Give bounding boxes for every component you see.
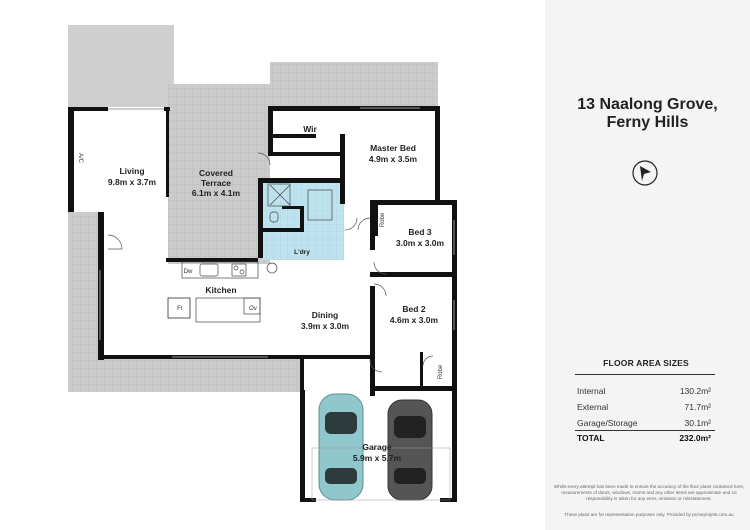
- row-value: 30.1m²: [684, 418, 711, 428]
- bed2-label: Bed 2: [402, 304, 426, 314]
- info-panel: [545, 0, 750, 530]
- floor-area-row-internal: [577, 386, 711, 396]
- bed3-label: Bed 3: [408, 227, 432, 237]
- robe1-label: Robe: [380, 212, 386, 228]
- row-value: 71.7m²: [684, 402, 711, 412]
- front-paving: [68, 355, 300, 392]
- kitchen-label: Kitchen: [205, 285, 237, 295]
- terrace-label-2: Terrace: [200, 178, 232, 188]
- bed3-size: 3.0m x 3.0m: [395, 238, 445, 248]
- living-size: 9.8m x 3.7m: [107, 177, 157, 187]
- master-bed-label: Master Bed: [370, 143, 416, 153]
- disclaimer-text-2: These plans are for representation purposes only. Provided by pcmeprojets.com.au: [564, 512, 734, 517]
- garage-label: Garage: [362, 442, 392, 452]
- floor-area-row-external: [577, 402, 711, 412]
- rear-deck: [270, 62, 438, 107]
- garage-car-right: [388, 400, 432, 500]
- wir-label: Wir: [303, 124, 317, 134]
- row-label: External: [577, 402, 609, 412]
- address-line-2: Ferny Hills: [606, 114, 689, 131]
- row-label: Garage/Storage: [577, 418, 638, 428]
- address-line-1: 13 Naalong Grove,: [577, 96, 718, 113]
- bed2-size: 4.6m x 3.0m: [389, 315, 439, 325]
- fr-label: Fr: [177, 306, 183, 312]
- laundry-label: L'dry: [294, 249, 310, 256]
- upper-grey-area: [68, 25, 174, 107]
- ac-label: A/C: [77, 152, 83, 164]
- row-label: Internal: [577, 386, 606, 396]
- row-label: TOTAL: [577, 433, 605, 443]
- garage-size: 5.9m x 5.7m: [352, 453, 402, 463]
- dining-label: Dining: [311, 310, 339, 320]
- terrace-label-1: Covered: [198, 168, 234, 178]
- floor-area-row-garage: [577, 418, 711, 428]
- living-label: Living: [119, 166, 145, 176]
- disclaimer-text: Whilst every attempt has been made to ensure the accuracy of the floor plans contained here, measurements of doors, windows, rooms and any other items are approximate and no responsibility is taken for any error, omission or misstatement.: [553, 484, 745, 502]
- garage-car-left: [319, 394, 363, 500]
- floor-area-row-total: [577, 433, 711, 443]
- floor-area-divider: [575, 374, 715, 375]
- row-value: 130.2m²: [679, 386, 711, 396]
- terrace-size: 6.1m x 4.1m: [191, 188, 241, 198]
- row-value: 232.0m²: [679, 433, 711, 443]
- floor-area-total-divider: [575, 430, 715, 431]
- floor-area-title: FLOOR AREA SIZES: [603, 358, 689, 368]
- north-compass-icon: [630, 158, 660, 188]
- robe2-label: Robe: [438, 364, 444, 380]
- ov-label: Ov: [249, 306, 257, 312]
- master-bed-size: 4.9m x 3.5m: [368, 154, 418, 164]
- dw-label: Dw: [183, 269, 193, 275]
- dining-size: 3.9m x 3.0m: [300, 321, 350, 331]
